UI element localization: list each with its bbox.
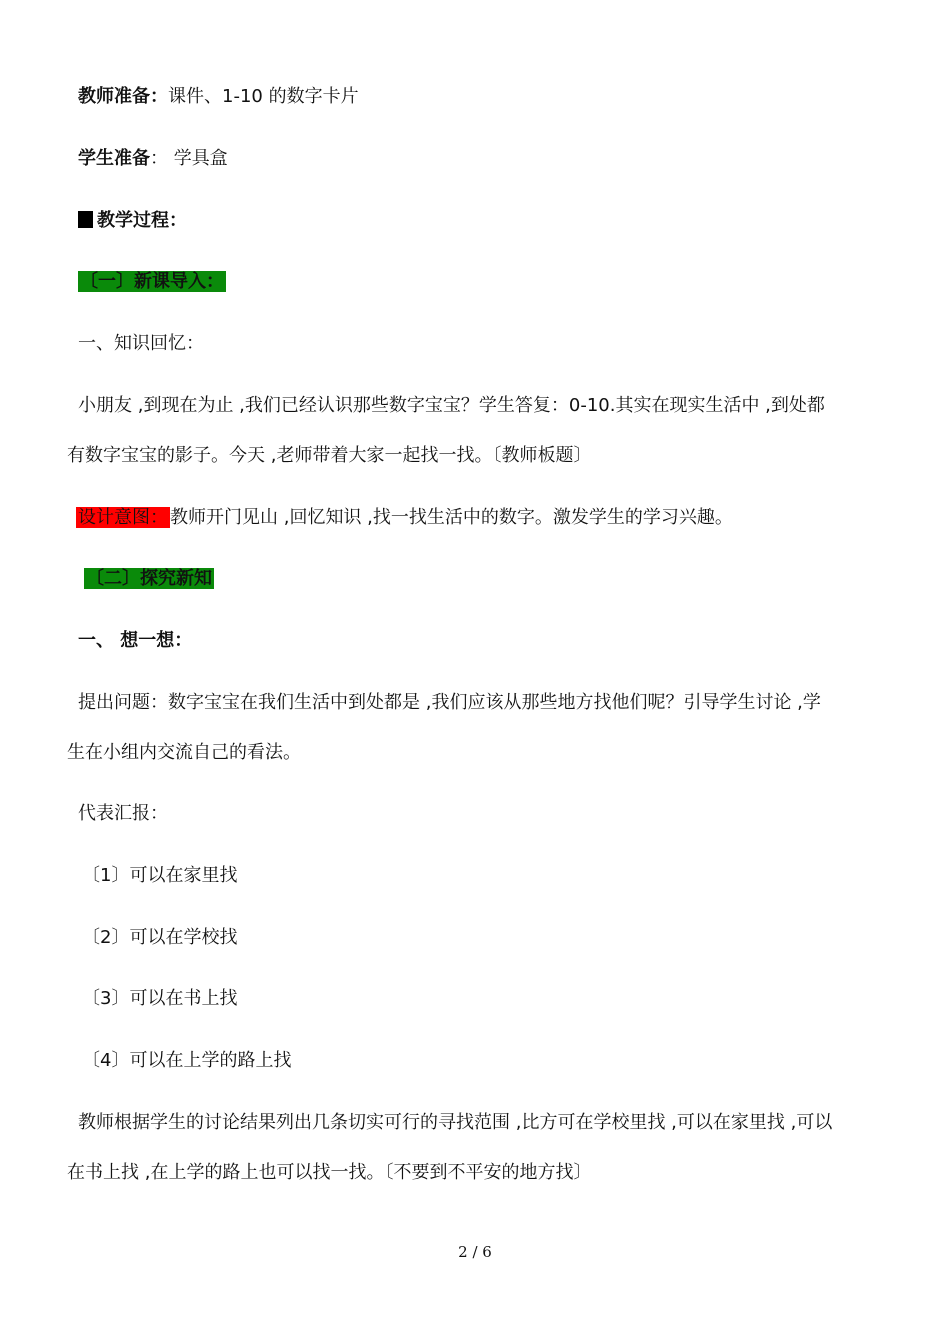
list-item: 〔1〕可以在家里找 [82, 865, 238, 886]
student-prep-label: 学生准备 [78, 148, 150, 169]
student-prep-value: 学具盒 [168, 148, 228, 169]
summary-line1: 教师根据学生的讨论结果列出几条切实可行的寻找范围 ,比方可在学校里找 ,可以在家里找 ,可以 [78, 1112, 833, 1133]
design-intent-text: 教师开门见山 ,回忆知识 ,找一找生活中的数字。激发学生的学习兴趣。 [170, 507, 733, 528]
process-heading [78, 208, 187, 234]
section1-para-line2: 有数字宝宝的影子。今天 ,老师带着大家一起找一找。〔教师板题〕 [67, 445, 592, 466]
question-line2: 生在小组内交流自己的看法。 [67, 742, 301, 763]
section2-title [84, 566, 214, 592]
section1-para-line1: 小朋友 ,到现在为止 ,我们已经认识那些数字宝宝？学生答复：0-10.其实在现实生活中 ,到处都 [78, 395, 825, 416]
teacher-prep-line [78, 84, 359, 110]
question-line1: 提出问题：数字宝宝在我们生活中到处都是 ,我们应该从那些地方找他们呢？引导学生讨论 ,学 [78, 692, 821, 713]
teacher-prep-label: 教师准备： [78, 86, 168, 107]
square-bullet-icon [78, 211, 93, 228]
section1-title-text: 〔一〕新课导入： [80, 271, 224, 292]
section2-title-text: 〔二〕探究新知 [86, 568, 212, 589]
section1-title [78, 269, 226, 295]
design-intent-label: 设计意图： [78, 507, 168, 528]
page-number: 2 / 6 [458, 1243, 492, 1261]
design-intent-line [76, 505, 733, 531]
student-prep-line [78, 146, 228, 172]
section1-sub: 一、知识回忆： [78, 333, 204, 354]
list-item: 〔4〕可以在上学的路上找 [82, 1050, 292, 1071]
student-prep-sep: ： [150, 148, 168, 169]
section2-sub: 一、 想一想： [78, 630, 193, 651]
process-heading-text: 教学过程： [97, 210, 187, 231]
teacher-prep-value: 课件、1-10 的数字卡片 [168, 86, 359, 107]
report-label: 代表汇报： [78, 803, 168, 824]
list-item: 〔2〕可以在学校找 [82, 927, 238, 948]
summary-line2: 在书上找 ,在上学的路上也可以找一找。〔不要到不平安的地方找〕 [67, 1162, 592, 1183]
list-item: 〔3〕可以在书上找 [82, 988, 238, 1009]
